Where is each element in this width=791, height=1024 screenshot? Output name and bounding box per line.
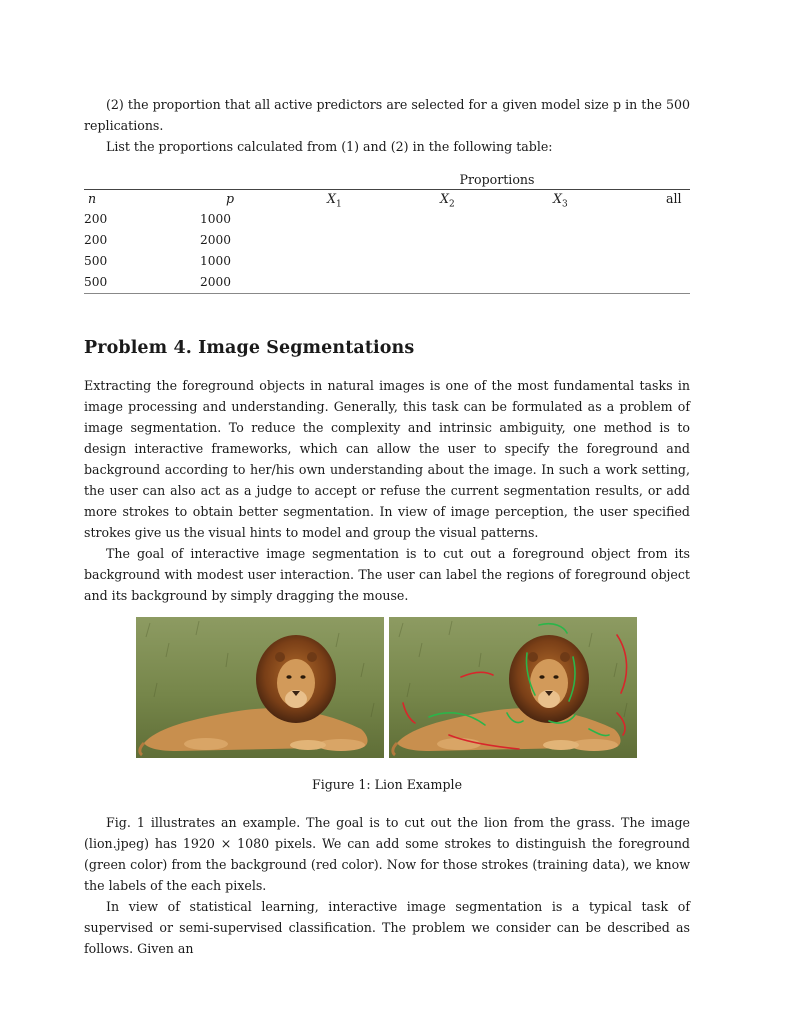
header-x3: $X_3$ <box>553 191 568 210</box>
cell-n: 500 <box>84 275 108 289</box>
cell-p: 1000 <box>200 254 232 268</box>
header-n: n <box>88 191 97 206</box>
figure-caption: Figure 1: Lion Example <box>311 777 463 792</box>
header-all: all <box>666 191 682 206</box>
cell-n: 500 <box>84 254 108 268</box>
cell-n: 200 <box>84 233 108 247</box>
paragraph-3: Fig. 1 illustrates an example. The goal is to cut out the lion from the grass. The image (lion.jpeg) has 1920 × 1080 pixels. We can add some strokes to distinguish the foreground (green color) from the background (red color). Now for those strokes (training data), we know the labels of the each pixels. <box>84 815 690 893</box>
section-heading: Problem 4. Image Segmentations <box>84 338 415 358</box>
paragraph-1: Extracting the foreground objects in natural images is one of the most fundamental tasks in image processing and understanding. Generally, this task can be formulated as a problem of image segmentation. To reduce the complexity and intrinsic ambiguity, one method is to design interactive frameworks, which can allow the user to specify the foreground and background according to her/his own understanding about the image. In such a work setting, the user can also act as a judge to accept or refuse the current segmentation results, or add more strokes to obtain better segmentation. In view of image perception, the user specified strokes give us the visual hints to model and group the visual patterns. <box>84 378 690 540</box>
cell-n: 200 <box>84 212 108 226</box>
cell-p: 1000 <box>200 212 232 226</box>
header-x2: $X_2$ <box>440 191 455 210</box>
table-top-rule <box>84 189 690 190</box>
table-row <box>84 212 690 233</box>
cell-p: 2000 <box>200 233 232 247</box>
lion-image-with-strokes <box>389 617 637 758</box>
header-p: p <box>226 191 235 206</box>
intro-line-2: List the proportions calculated from (1) and (2) in the following table: <box>106 139 553 154</box>
table-row <box>84 233 690 254</box>
table-row <box>84 254 690 275</box>
table-bottom-rule <box>84 293 690 294</box>
header-x1: $X_1$ <box>327 191 342 210</box>
lion-image-original <box>136 617 384 758</box>
paper-page <box>84 0 690 1024</box>
lion-figure <box>136 617 637 758</box>
paragraph-2: The goal of interactive image segmentation is to cut out a foreground object from its background with modest user interaction. The user can label the regions of foreground object and its background by simply dragging the mouse. <box>84 546 690 603</box>
paragraph-4: In view of statistical learning, interactive image segmentation is a typical task of supervised or semi-supervised classification. The problem we consider can be described as follows. Given an <box>84 899 690 956</box>
cell-p: 2000 <box>200 275 232 289</box>
table-caption: Proportions <box>459 172 535 187</box>
intro-line-1: (2) the proportion that all active predictors are selected for a given model size p in the 500 replications. <box>84 97 690 133</box>
